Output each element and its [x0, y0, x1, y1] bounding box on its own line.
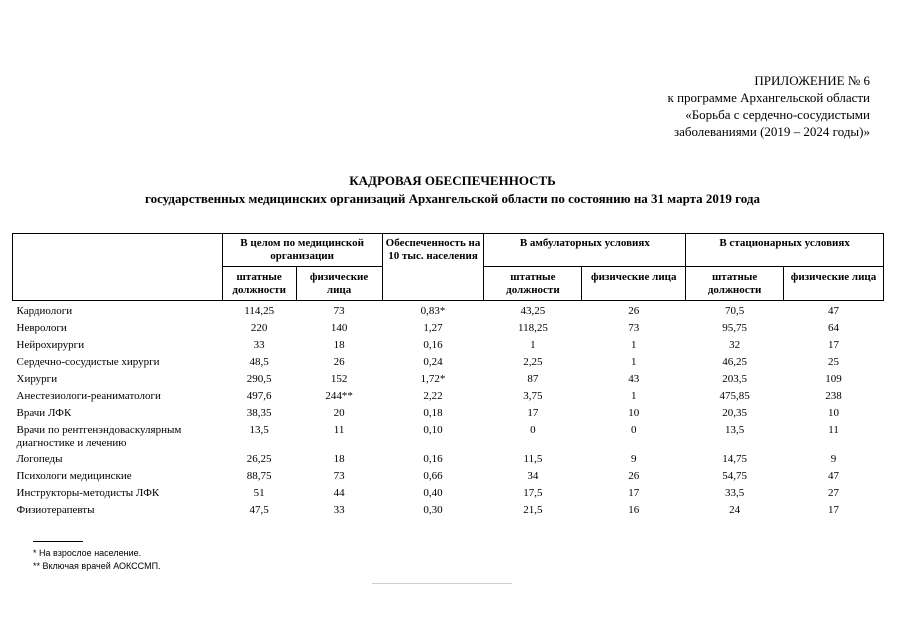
- cell-value: 203,5: [722, 373, 747, 385]
- cell-value: 140: [330, 322, 348, 334]
- cell-value: 24: [729, 504, 741, 516]
- cell-value: 114,25: [244, 305, 275, 317]
- cell-value: 0: [631, 424, 637, 436]
- header-provision: Обеспеченность на 10 тыс. населения: [382, 234, 484, 301]
- staffing-table: [12, 233, 884, 520]
- row-specialty: Неврологи: [16, 322, 67, 334]
- row-specialty: Физиотерапевты: [16, 504, 95, 516]
- cell-value: 475,85: [719, 390, 750, 402]
- table-row: [13, 423, 884, 452]
- page-divider: [372, 583, 512, 584]
- table-row: [13, 301, 884, 322]
- cell-value: 13,5: [725, 424, 745, 436]
- cell-value: 1: [631, 339, 637, 351]
- cell-value: 1: [631, 390, 637, 402]
- document-subtitle: государственных медицинских организаций Архангельской области по состоянию на 31 марта 2019 года: [145, 191, 760, 206]
- header-inpatient: В стационарных условиях: [686, 234, 884, 267]
- row-specialty: Сердечно-сосудистые хирурги: [16, 356, 160, 368]
- cell-value: 13,5: [249, 424, 269, 436]
- cell-value: 25: [828, 356, 840, 368]
- cell-value: 33,5: [725, 487, 745, 499]
- cell-value: 2,25: [523, 356, 543, 368]
- header-outpatient-staff: штатные должности: [484, 267, 582, 301]
- cell-value: 73: [628, 322, 640, 334]
- cell-value: 244**: [325, 390, 353, 402]
- cell-value: 1: [530, 339, 536, 351]
- cell-value: 0,83*: [420, 305, 446, 317]
- cell-value: 14,75: [722, 453, 747, 465]
- cell-value: 88,75: [246, 470, 272, 482]
- appendix-block: [580, 72, 870, 140]
- cell-value: 32: [729, 339, 741, 351]
- table-row: [13, 321, 884, 338]
- cell-value: 0,30: [423, 504, 443, 516]
- table-row: [13, 338, 884, 355]
- cell-value: 0: [530, 424, 536, 436]
- cell-value: 1,27: [423, 322, 443, 334]
- cell-value: 47: [828, 305, 840, 317]
- cell-value: 220: [250, 322, 268, 334]
- cell-value: 95,75: [722, 322, 747, 334]
- row-specialty: Логопеды: [16, 453, 63, 465]
- cell-value: 70,5: [725, 305, 745, 317]
- cell-value: 51: [253, 487, 265, 499]
- table-row: [13, 503, 884, 520]
- cell-value: 0,16: [423, 339, 443, 351]
- cell-value: 17: [628, 487, 640, 499]
- cell-value: 0,10: [423, 424, 443, 436]
- row-specialty: Анестезиологи-реаниматологи: [16, 390, 161, 402]
- row-specialty: Нейрохирурги: [16, 339, 85, 351]
- row-specialty: Врачи по рентгенэндоваскулярным диагностике и лечению: [16, 424, 182, 449]
- cell-value: 48,5: [249, 356, 269, 368]
- cell-value: 10: [828, 407, 840, 419]
- cell-value: 0,18: [423, 407, 443, 419]
- cell-value: 18: [333, 339, 345, 351]
- appendix-program-line: к программе Архангельской области: [667, 90, 870, 105]
- cell-value: 0,24: [423, 356, 443, 368]
- cell-value: 9: [631, 453, 637, 465]
- cell-value: 0,16: [423, 453, 443, 465]
- table-row: [13, 372, 884, 389]
- cell-value: 11: [333, 424, 345, 436]
- document-title: КАДРОВАЯ ОБЕСПЕЧЕННОСТЬ: [349, 173, 556, 188]
- header-overall-individuals: физические лица: [296, 267, 382, 301]
- cell-value: 47,5: [249, 504, 269, 516]
- cell-value: 27: [828, 487, 840, 499]
- cell-value: 44: [333, 487, 345, 499]
- cell-value: 10: [628, 407, 640, 419]
- header-inpatient-individuals: физические лица: [784, 267, 884, 301]
- cell-value: 26: [628, 305, 640, 317]
- row-specialty: Кардиологи: [16, 305, 73, 317]
- cell-value: 9: [830, 453, 837, 465]
- header-specialty-empty: [13, 234, 223, 301]
- row-specialty: Инструкторы-методисты ЛФК: [16, 487, 160, 499]
- cell-value: 238: [825, 390, 842, 402]
- cell-value: 26: [333, 356, 345, 368]
- cell-value: 17: [828, 504, 840, 516]
- cell-value: 11: [828, 424, 839, 436]
- cell-value: 43: [628, 373, 640, 385]
- cell-value: 54,75: [722, 470, 747, 482]
- header-outpatient: В амбулаторных условиях: [484, 234, 686, 267]
- cell-value: 87: [527, 373, 539, 385]
- row-specialty: Психологи медицинские: [16, 470, 132, 482]
- cell-value: 18: [333, 453, 345, 465]
- cell-value: 73: [333, 305, 345, 317]
- header-outpatient-individuals: физические лица: [582, 267, 686, 301]
- table-row: [13, 406, 884, 423]
- footnote-aokssmp: ** Включая врачей АОКССМП.: [33, 561, 161, 571]
- cell-value: 0,40: [423, 487, 443, 499]
- cell-value: 497,6: [246, 390, 272, 402]
- cell-value: 43,25: [520, 305, 546, 317]
- appendix-program-name: «Борьба с сердечно-сосудистыми: [685, 107, 870, 122]
- table-row: [13, 452, 884, 469]
- table-row: [13, 469, 884, 486]
- cell-value: 152: [330, 373, 348, 385]
- appendix-program-years: заболеваниями (2019 – 2024 годы)»: [673, 124, 870, 139]
- header-inpatient-staff: штатные должности: [686, 267, 784, 301]
- cell-value: 3,75: [523, 390, 543, 402]
- cell-value: 1: [631, 356, 637, 368]
- cell-value: 20: [333, 407, 345, 419]
- cell-value: 17: [527, 407, 539, 419]
- header-overall-staff: штатные должности: [222, 267, 296, 301]
- cell-value: 33: [333, 504, 345, 516]
- cell-value: 290,5: [246, 373, 272, 385]
- cell-value: 26,25: [246, 453, 272, 465]
- footnote-adult-population: * На взрослое население.: [33, 548, 142, 558]
- table-row: [13, 486, 884, 503]
- cell-value: 2,22: [423, 390, 443, 402]
- cell-value: 64: [828, 322, 840, 334]
- cell-value: 73: [333, 470, 345, 482]
- footnotes: [33, 547, 161, 573]
- cell-value: 26: [628, 470, 640, 482]
- row-specialty: Врачи ЛФК: [16, 407, 72, 419]
- document-heading: [0, 172, 905, 208]
- table-row: [13, 389, 884, 406]
- cell-value: 0,66: [423, 470, 443, 482]
- cell-value: 118,25: [517, 322, 548, 334]
- cell-value: 33: [253, 339, 265, 351]
- footnote-separator: [33, 541, 83, 542]
- cell-value: 17: [828, 339, 840, 351]
- cell-value: 109: [825, 373, 842, 385]
- table-row: [13, 355, 884, 372]
- cell-value: 46,25: [722, 356, 747, 368]
- cell-value: 17,5: [523, 487, 543, 499]
- header-overall: В целом по медицинской организации: [222, 234, 382, 267]
- cell-value: 38,35: [246, 407, 272, 419]
- cell-value: 34: [527, 470, 539, 482]
- cell-value: 11,5: [523, 453, 543, 465]
- appendix-number: ПРИЛОЖЕНИЕ № 6: [754, 73, 870, 88]
- cell-value: 16: [628, 504, 640, 516]
- cell-value: 21,5: [523, 504, 543, 516]
- cell-value: 1,72*: [420, 373, 446, 385]
- cell-value: 47: [828, 470, 840, 482]
- cell-value: 20,35: [722, 407, 747, 419]
- row-specialty: Хирурги: [16, 373, 58, 385]
